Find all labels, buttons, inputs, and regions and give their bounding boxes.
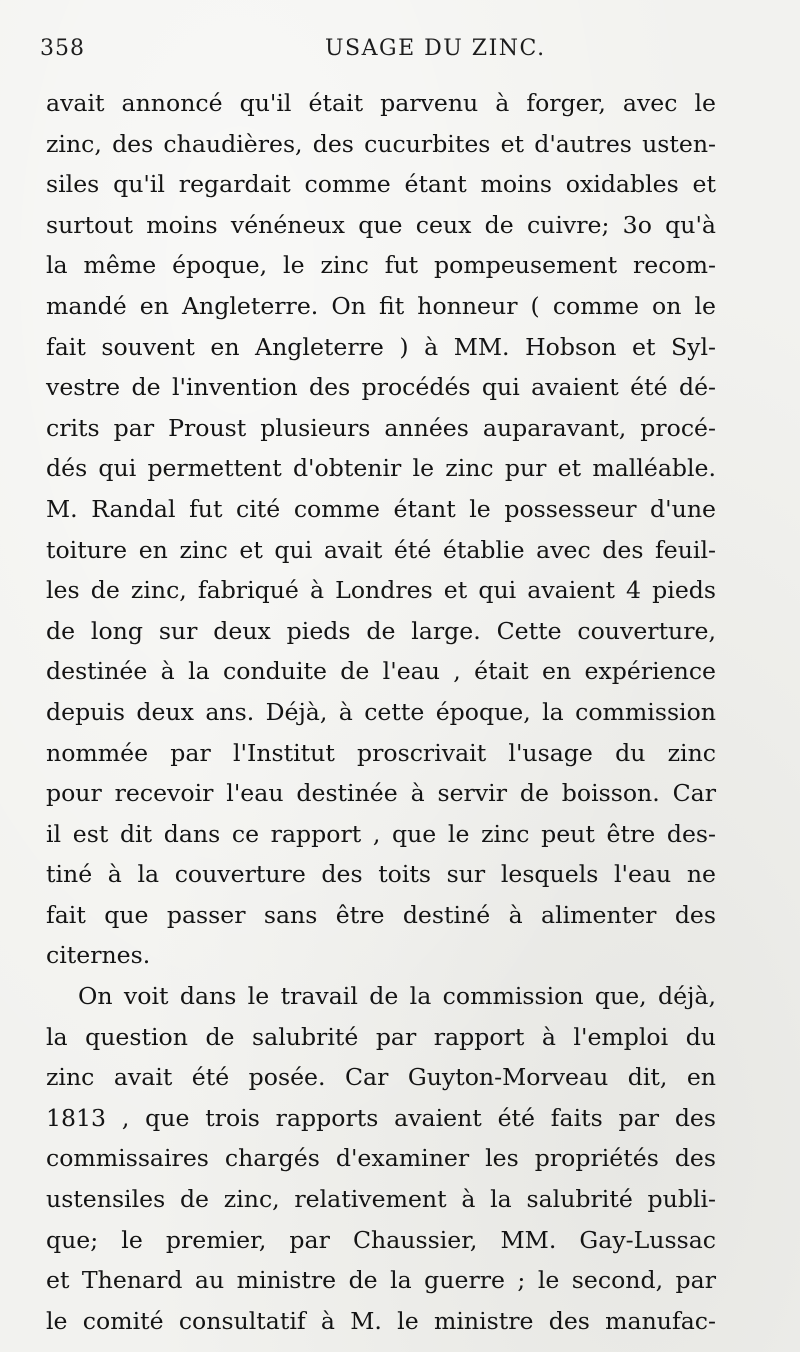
page-header (40, 36, 760, 72)
text-line: crits par Proust plusieurs années auparavant, procé- (46, 413, 716, 442)
text-line: citernes. (46, 941, 151, 970)
text-line: mandé en Angleterre. On fit honneur ( comme on le (46, 291, 716, 320)
body-text (46, 83, 716, 1341)
text-line: siles qu'il regardait comme étant moins oxidables et (46, 170, 716, 199)
text-line: la question de salubrité par rapport à l'emploi du (46, 1022, 716, 1051)
running-title: USAGE DU ZINC. (325, 36, 546, 61)
text-line: toiture en zinc et qui avait été établie avec des feuil- (46, 535, 716, 564)
text-line: tiné à la couverture des toits sur lesquels l'eau ne (46, 860, 716, 889)
text-line: ustensiles de zinc, relativement à la salubrité publi- (46, 1185, 716, 1214)
text-line: fait souvent en Angleterre ) à MM. Hobson et Syl- (46, 332, 716, 361)
text-line: zinc avait été posée. Car Guyton-Morveau dit, en (46, 1063, 716, 1092)
text-line: de long sur deux pieds de large. Cette couverture, (46, 616, 716, 645)
text-line: que; le premier, par Chaussier, MM. Gay-Lussac (46, 1225, 716, 1254)
text-line: depuis deux ans. Déjà, à cette époque, la commission (46, 697, 716, 726)
text-line: il est dit dans ce rapport , que le zinc peut être des- (46, 819, 716, 848)
text-line: destinée à la conduite de l'eau , était en expérience (46, 657, 716, 686)
text-line: nommée par l'Institut proscrivait l'usage du zinc (46, 738, 716, 767)
text-line: dés qui permettent d'obtenir le zinc pur et malléable. (46, 454, 716, 483)
text-line: les de zinc, fabriqué à Londres et qui avaient 4 pieds (46, 576, 716, 605)
paragraph-1 (46, 83, 716, 976)
text-line: le comité consultatif à M. le ministre des manufac- (46, 1306, 716, 1335)
text-line: et Thenard au ministre de la guerre ; le second, par (46, 1266, 716, 1295)
text-line: commissaires chargés d'examiner les propriétés des (46, 1144, 716, 1173)
text-line: la même époque, le zinc fut pompeusement recom- (46, 251, 716, 280)
text-line: M. Randal fut cité comme étant le possesseur d'une (46, 494, 716, 523)
paragraph-2 (46, 976, 716, 1341)
text-line: zinc, des chaudières, des cucurbites et d'autres usten- (46, 129, 716, 158)
page-number: 358 (40, 36, 85, 61)
text-line: 1813 , que trois rapports avaient été faits par des (46, 1103, 716, 1132)
text-line: avait annoncé qu'il était parvenu à forger, avec le (46, 89, 716, 117)
text-line: vestre de l'invention des procédés qui avaient été dé- (46, 373, 716, 402)
text-line: fait que passer sans être destiné à alimenter des (46, 900, 716, 929)
text-line: surtout moins vénéneux que ceux de cuivre; 3o qu'à (46, 210, 716, 239)
text-line: pour recevoir l'eau destinée à servir de boisson. Car (46, 779, 716, 808)
text-line: On voit dans le travail de la commission que, déjà, (78, 982, 716, 1011)
